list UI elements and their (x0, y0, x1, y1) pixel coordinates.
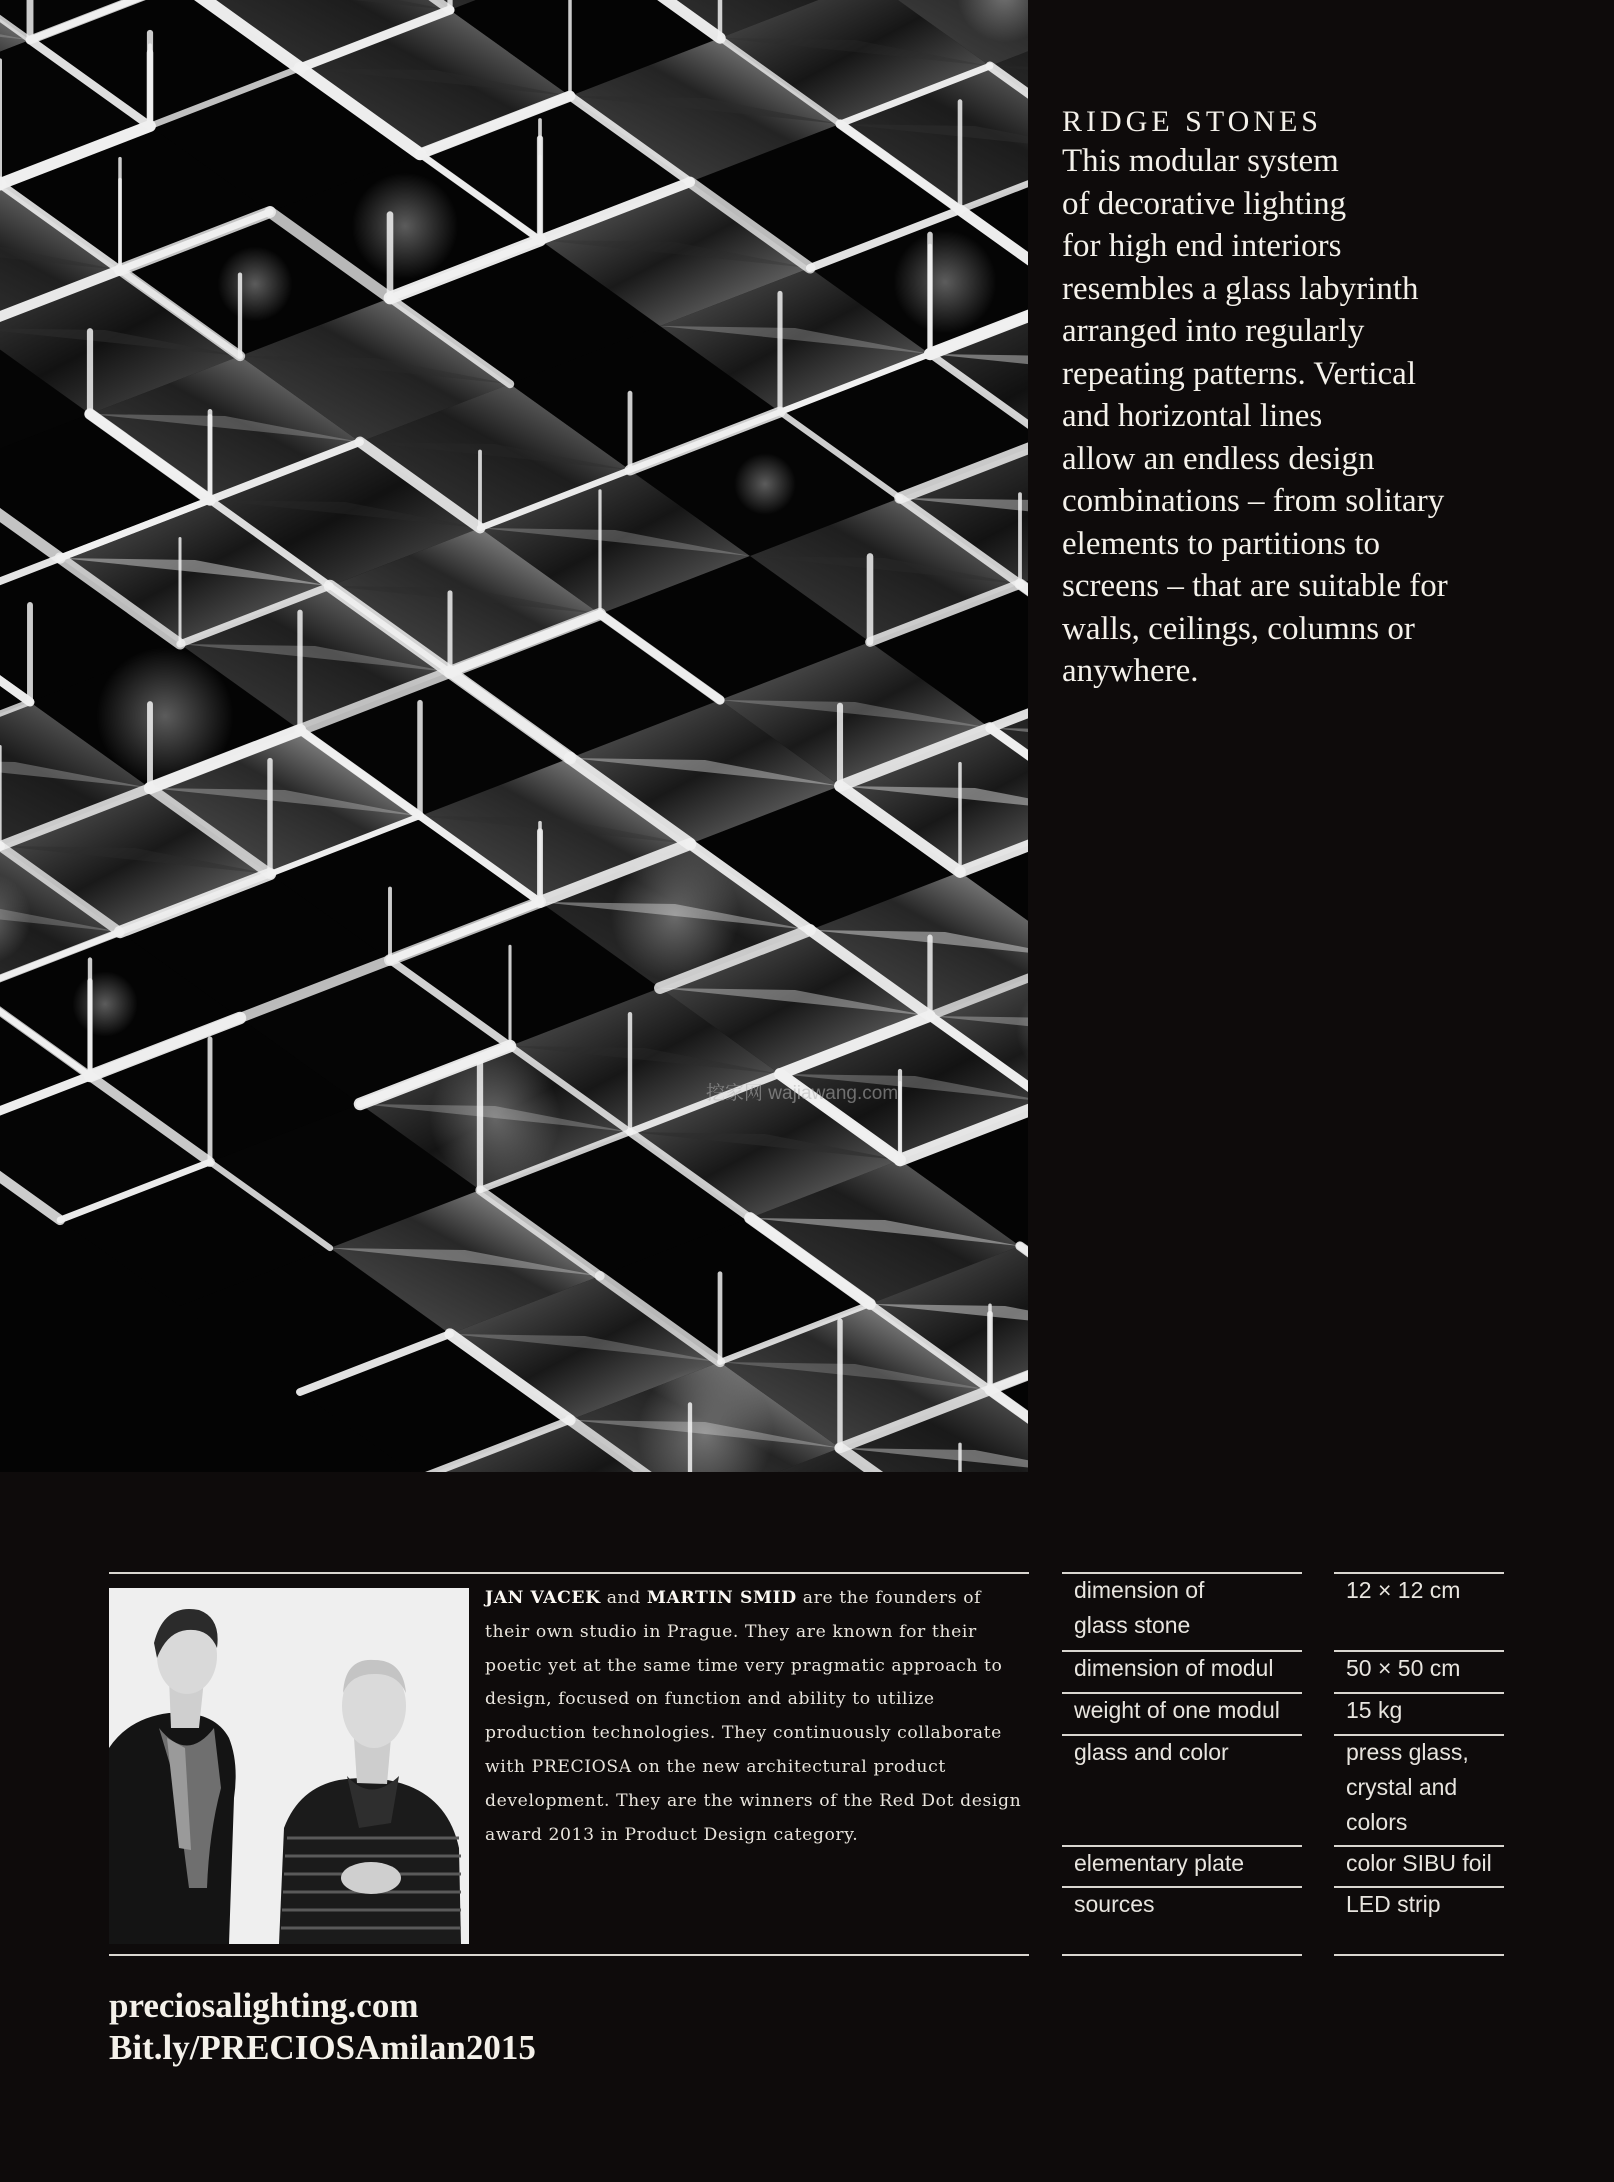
glass-labyrinth-illustration (0, 0, 1028, 1472)
spec-rule-right (1334, 1954, 1504, 1956)
glass-glint (611, 852, 740, 981)
short-url-link[interactable]: Bit.ly/PRECIOSAmilan2015 (109, 2028, 536, 2067)
glass-glint (352, 173, 458, 279)
website-link[interactable]: preciosalighting.com (109, 1986, 419, 2025)
spec-value: 50 × 50 cm (1346, 1655, 1461, 1681)
spec-rule-left (1062, 1954, 1302, 1956)
designer-bio-text: are the founders of their own studio in Prague. They are known for their poetic yet at the same time very pragmatic approach to design, focused on function and ability to utilize production technologies. They continuously collaborate with PRECIOSA on the new architectural product development. They are the winners of the Red Dot design award 2013 in Product Design category. (485, 1588, 1022, 1845)
footer-links (109, 1985, 536, 2069)
glass-glint (218, 247, 293, 322)
spec-label: dimension of glass stone (1074, 1577, 1205, 1638)
designer-bottom-rule (109, 1954, 1029, 1956)
designer-top-rule (109, 1572, 1029, 1574)
product-description: This modular system of decorative lighting for high end interiors resembles a glass labyrinth arranged into regularly repeating patterns. Vertical and horizontal lines allow an endless design combinations – from solitary elements to partitions to screens – that are suitable for walls, ceilings, columns or anywhere. (1062, 143, 1448, 689)
glass-glint (734, 453, 796, 515)
spec-value: 12 × 12 cm (1346, 1577, 1461, 1603)
spec-value: LED strip (1346, 1891, 1441, 1917)
glass-glint (72, 971, 137, 1036)
glass-glint (429, 1052, 560, 1183)
glass-glint (893, 230, 996, 333)
spec-label: sources (1074, 1891, 1155, 1917)
spec-label: glass and color (1074, 1739, 1229, 1765)
designers-photo (109, 1588, 469, 1944)
designer-name-2: MARTIN SMID (646, 1588, 797, 1608)
spec-value: 15 kg (1346, 1697, 1403, 1723)
product-title: RIDGE STONES (1062, 105, 1322, 138)
spec-label: elementary plate (1074, 1850, 1245, 1876)
glass-glint (96, 647, 233, 784)
spec-value: press glass, crystal and colors (1346, 1739, 1469, 1835)
spec-value: color SIBU foil (1346, 1850, 1492, 1876)
designer-joiner: and (600, 1588, 647, 1608)
designers-bio (485, 1582, 1025, 1852)
product-intro (1062, 104, 1582, 693)
watermark-text: 挖家网 wajiawang.com (706, 1083, 899, 1104)
designer-name-1: JAN VACEK (485, 1588, 601, 1608)
spec-label: weight of one modul (1074, 1697, 1280, 1723)
spec-label: dimension of modul (1074, 1655, 1274, 1681)
hero-photo (0, 0, 1028, 1472)
